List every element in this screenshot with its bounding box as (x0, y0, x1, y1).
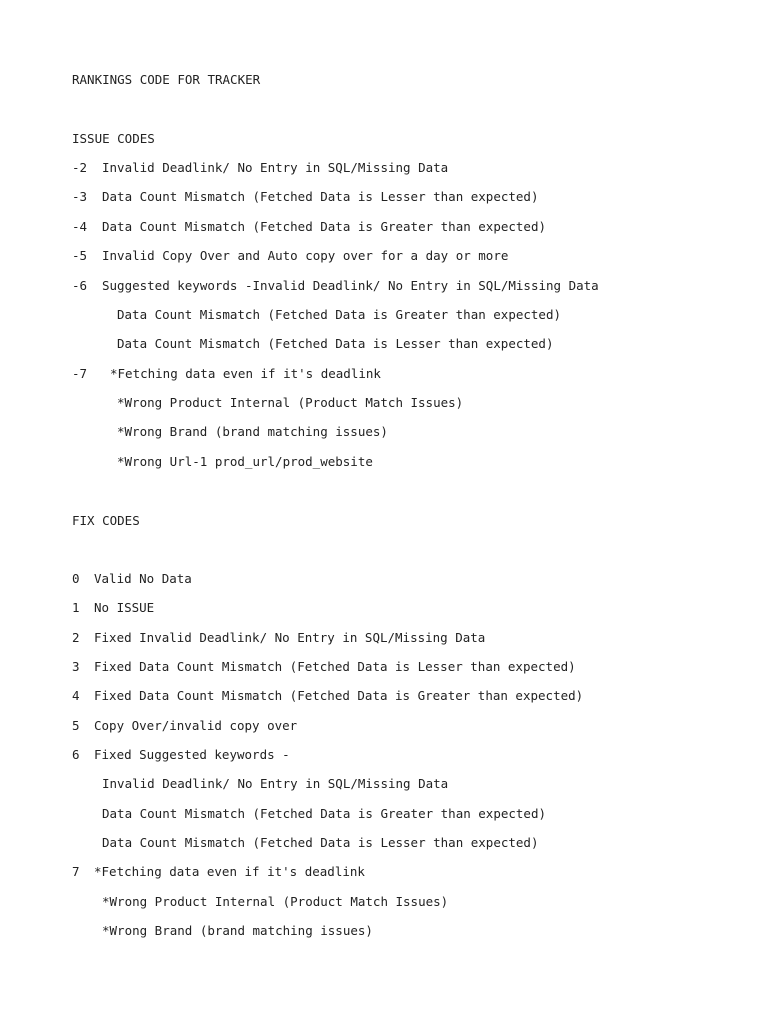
fix-code-subitem: *Wrong Brand (brand matching issues) (102, 923, 373, 938)
issue-code-subitem: Data Count Mismatch (Fetched Data is Greater than expected) (117, 307, 562, 322)
issue-code-text: *Fetching data even if it's deadlink (110, 366, 381, 381)
issue-code-subitem: *Wrong Brand (brand matching issues) (117, 424, 388, 439)
fix-code-text: Copy Over/invalid copy over (94, 718, 298, 733)
fix-code-subitem: Data Count Mismatch (Fetched Data is Lesser than expected) (102, 835, 539, 850)
fix-code-number: 3 (72, 659, 80, 674)
fix-code-subitem: Invalid Deadlink/ No Entry in SQL/Missing Data (102, 776, 449, 791)
fix-code-text: Fixed Suggested keywords - (94, 747, 290, 762)
issue-code-text: Data Count Mismatch (Fetched Data is Greater than expected) (102, 219, 547, 234)
fix-code-number: 7 (72, 864, 80, 879)
fix-code-text: No ISSUE (94, 600, 155, 615)
fix-code-number: 5 (72, 718, 80, 733)
fix-code-text: Fixed Invalid Deadlink/ No Entry in SQL/Missing Data (94, 630, 486, 645)
issue-code-text: Invalid Copy Over and Auto copy over for a day or more (102, 248, 509, 263)
fix-code-number: 2 (72, 630, 80, 645)
issue-code-text: Data Count Mismatch (Fetched Data is Lesser than expected) (102, 189, 539, 204)
fix-code-number: 4 (72, 688, 80, 703)
issue-code-number: -3 (72, 189, 88, 204)
issue-code-number: -5 (72, 248, 88, 263)
issue-code-subitem: Data Count Mismatch (Fetched Data is Lesser than expected) (117, 336, 554, 351)
issue-code-number: -7 (72, 366, 88, 381)
issue-code-text: Suggested keywords -Invalid Deadlink/ No Entry in SQL/Missing Data (102, 278, 599, 293)
issue-code-number: -4 (72, 219, 88, 234)
fix-code-number: 0 (72, 571, 80, 586)
fix-codes-header: FIX CODES (72, 513, 140, 528)
fix-code-number: 6 (72, 747, 80, 762)
issue-code-subitem: *Wrong Url-1 prod_url/prod_website (117, 454, 373, 469)
issue-codes-header: ISSUE CODES (72, 131, 155, 146)
issue-code-number: -6 (72, 278, 88, 293)
issue-code-subitem: *Wrong Product Internal (Product Match Issues) (117, 395, 464, 410)
fix-code-number: 1 (72, 600, 80, 615)
fix-code-subitem: *Wrong Product Internal (Product Match Issues) (102, 894, 449, 909)
fix-code-subitem: Data Count Mismatch (Fetched Data is Greater than expected) (102, 806, 547, 821)
fix-code-text: Valid No Data (94, 571, 192, 586)
issue-code-number: -2 (72, 160, 88, 175)
fix-code-text: Fixed Data Count Mismatch (Fetched Data is Lesser than expected) (94, 659, 576, 674)
fix-code-text: *Fetching data even if it's deadlink (94, 864, 365, 879)
document-title: RANKINGS CODE FOR TRACKER (72, 72, 261, 87)
issue-code-text: Invalid Deadlink/ No Entry in SQL/Missing Data (102, 160, 449, 175)
fix-code-text: Fixed Data Count Mismatch (Fetched Data is Greater than expected) (94, 688, 584, 703)
